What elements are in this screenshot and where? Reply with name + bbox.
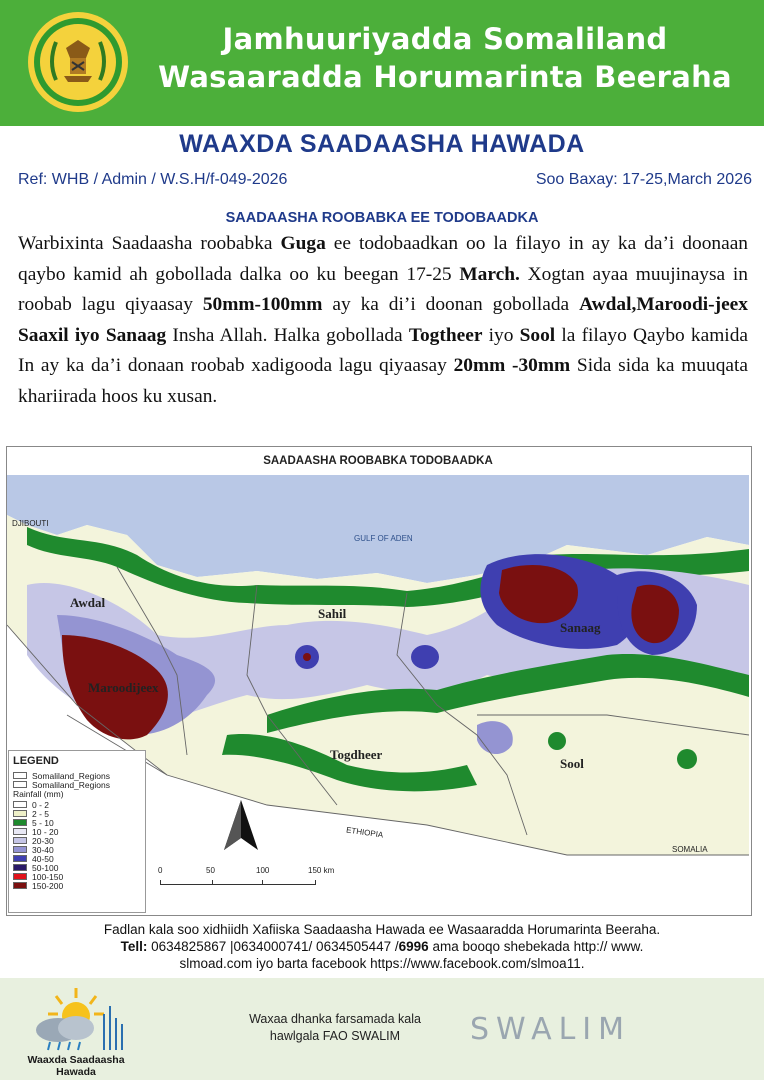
- body-bold: Guga: [280, 233, 326, 254]
- forecast-subheading: SAADAASHA ROOBABKA EE TODOBAADKA: [225, 210, 539, 226]
- legend-class-label: 5 - 10: [32, 817, 54, 828]
- legend-class-label: 0 - 2: [32, 799, 50, 810]
- map-label-somalia: SOMALIA: [672, 845, 708, 854]
- issue-date: Soo Baxay: 17-25,March 2026: [535, 171, 752, 188]
- tel-short-code: 6996: [398, 939, 429, 954]
- fao-credit-line: Waxaa dhanka farsamada kala: [249, 1012, 421, 1026]
- legend-rainfall-class: [9, 818, 145, 827]
- map-label-sanaag: Sanaag: [560, 620, 601, 635]
- map-label-awdal: Awdal: [70, 595, 106, 610]
- scale-tick: 100: [256, 866, 270, 875]
- legend-class-label: 2 - 5: [32, 808, 50, 819]
- map-label-djibouti: DJIBOUTI: [12, 519, 49, 528]
- body-bold: Sool: [519, 324, 556, 346]
- map-label-sool: Sool: [560, 756, 584, 771]
- contact-line: Fadlan kala soo xidhiidh Xafiiska Saadaasha Hawada ee Wasaaradda Horumarinta Beeraha.: [103, 922, 661, 937]
- body-text: Sida sida ka muuqata khariirada hoos ku xusan.: [18, 355, 748, 407]
- legend-swatch: [13, 882, 27, 889]
- legend-rainfall-class: [9, 872, 145, 881]
- legend-rainfall-class: [9, 854, 145, 863]
- legend-class-label: 20-30: [32, 835, 54, 846]
- legend-rainfall-class: [9, 827, 145, 836]
- body-text: Xogtan ayaa muujinaysa in roobab lagu qiyaasay: [18, 263, 748, 315]
- legend-rainfall-class: [9, 809, 145, 818]
- fao-credit-line: hawlgala FAO SWALIM: [269, 1029, 401, 1043]
- legend-class-label: 40-50: [32, 853, 54, 864]
- legend-title: LEGEND: [13, 755, 59, 767]
- legend-class-label: 50-100: [32, 862, 59, 873]
- body-bold: March.: [459, 263, 520, 285]
- swalim-logo: SWALIM: [470, 1012, 632, 1047]
- reference-number: Ref: WHB / Admin / W.S.H/f-049-2026: [18, 171, 288, 188]
- map-label-ethiopia: ETHIOPIA: [345, 825, 384, 840]
- weather-sun-cloud-logo-icon: [14, 984, 138, 1054]
- legend-swatch: [13, 837, 27, 844]
- legend-swatch: [13, 855, 27, 862]
- tel-numbers: 0634825867 |0634000741/ 0634505447 /: [147, 939, 399, 954]
- body-bold: Awdal,Maroodi-jeex Saaxil iyo Sanaag: [18, 294, 748, 346]
- header-title-line2: Wasaaradda Horumarinta Beeraha: [158, 60, 732, 94]
- legend-region-label: Somaliland_Regions: [32, 779, 110, 790]
- legend-swatch: [13, 801, 27, 808]
- body-bold: 20mm -30mm: [453, 355, 571, 376]
- body-bold: 50mm-100mm: [202, 294, 323, 315]
- legend-swatch: [13, 819, 27, 826]
- legend-swatch: [13, 828, 27, 835]
- body-text: la filayo Qaybo kamida In ay ka da’i donaan roobab xadigooda lagu qiyaasay: [18, 324, 748, 376]
- legend-rainfall-class: [9, 863, 145, 872]
- legend-rainfall-class: [9, 881, 145, 890]
- header-banner: [0, 0, 764, 126]
- legend-class-label: 150-200: [32, 880, 64, 891]
- legend-classes: [9, 800, 145, 890]
- legend-swatch: [13, 810, 27, 817]
- map-title: SAADAASHA ROOBABKA TODOBAADKA: [263, 455, 493, 467]
- contact-line: [0, 938, 764, 955]
- map-label-togdheer: Togdheer: [330, 747, 383, 762]
- body-text: iyo: [482, 324, 520, 346]
- fao-credit: [240, 1011, 430, 1045]
- header-title-line1: Jamhuuriyadda Somaliland: [222, 22, 668, 56]
- legend-rainfall-class: [9, 800, 145, 809]
- legend-swatch: [13, 873, 27, 880]
- body-text: ay ka di’i doonan gobollada: [322, 294, 580, 315]
- scale-tick: 150 km: [308, 866, 335, 875]
- legend-class-label: 30-40: [32, 844, 54, 855]
- tel-label: Tell:: [120, 939, 148, 954]
- forecast-paragraph: [18, 229, 748, 412]
- legend-region-item: [9, 780, 145, 789]
- contact-info: [0, 921, 764, 972]
- body-text: ee todobaadkan oo la filayo in ay ka da’i doonaan qaybo kamid ah gobollada dalka oo ku beegan 17-25: [18, 233, 748, 285]
- north-arrow-icon: [214, 798, 268, 854]
- legend-swatch: [13, 864, 27, 871]
- legend-region-label: Somaliland_Regions: [32, 770, 110, 781]
- department-title: WAAXDA SAADAASHA HAWADA: [179, 130, 585, 158]
- body-text: Warbixinta Saadaasha roobabka: [18, 233, 281, 254]
- scale-bar: [158, 866, 338, 890]
- contact-text: ama booqo shebekada http:// www.: [428, 939, 644, 954]
- contact-line: slmoad.com iyo barta facebook https://www.facebook.com/slmoa11.: [179, 956, 585, 971]
- legend-class-label: 10 - 20: [32, 826, 59, 837]
- legend-class-label: 100-150: [32, 871, 64, 882]
- legend-rainfall-class: [9, 845, 145, 854]
- map-label-maroodijeex: Maroodijeex: [88, 680, 159, 695]
- map-label-sahil: Sahil: [318, 606, 347, 621]
- somaliland-coat-of-arms-icon: [26, 10, 130, 114]
- legend-rainfall-title: Rainfall (mm): [13, 789, 64, 799]
- body-text: Insha Allah. Halka gobollada: [166, 324, 409, 346]
- wsh-logo-label: Waaxda Saadaasha Hawada: [27, 1054, 125, 1078]
- scale-tick: 50: [206, 866, 215, 875]
- map-legend: [8, 750, 146, 913]
- legend-rainfall-class: [9, 836, 145, 845]
- map-label-gulf: GULF OF ADEN: [354, 534, 413, 543]
- scale-tick: 0: [158, 866, 163, 875]
- legend-swatch: [13, 846, 27, 853]
- body-bold: Togtheer: [408, 324, 483, 346]
